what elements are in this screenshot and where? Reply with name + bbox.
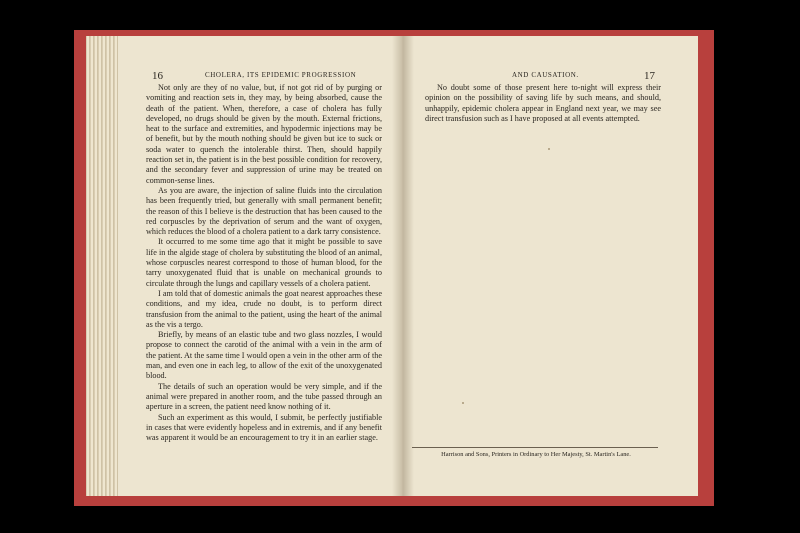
paragraph: As you are aware, the injection of saline fluids into the circulation has been frequently tried, but generally with small permanent benefit; the reason of this I believe is the destruction that has been caused to the red corpuscles by the deprivation of serum and the want of oxygen, which reduces the blood of a cholera patient to a dark tarry consistence. (146, 185, 382, 237)
right-page-number: 17 (644, 70, 655, 82)
paragraph: I am told that of domestic animals the goat nearest approaches these conditions, and my idea, crude no doubt, is to perform direct transfusion from the animal to the patient, using the heart of the animal as the vis a tergo. (146, 288, 382, 329)
paragraph: Briefly, by means of an elastic tube and two glass nozzles, I would propose to connect the carotid of the animal with a vein in the arm of the patient. At the same time I would open a vein in the other arm of the man, and even one in each leg, to allow of the exit of the unoxygenated blood. (146, 330, 382, 381)
paragraph: Such an experiment as this would, I submit, be perfectly justifiable in cases that were evidently hopeless and in extremis, and if any benefit was apparent it would be an encouragement to try it in an earlier stage. (146, 412, 382, 443)
right-running-head: AND CAUSATION. (512, 71, 579, 79)
paragraph: No doubt some of those present here to-night will express their opinion on the possibility of saving life by such means, and should, unhappily, epidemic cholera appear in England next year, we may see direct transfusion such as I have proposed at all events attempted. (425, 83, 661, 123)
paragraph: Not only are they of no value, but, if not got rid of by purging or vomiting and reaction sets in, they may, by being absorbed, cause the death of the patient. When, therefore, a case of cholera has fully developed, no drugs should be given by the mouth. External frictions, heat to the surface and extremities, and hypodermic injections may be of benefit, but by the mouth nothing should be given but ice to suck or soda water to quench the intolerable thirst. Then, should happily reaction set in, the patient is in the best possible condition for recovery, and the secondary fever and suppression of urine may be treated on common-sense lines. (146, 83, 382, 185)
footer-rule (412, 447, 658, 448)
printer-imprint: Harrison and Sons, Printers in Ordinary to Her Majesty, St. Martin's Lane. (441, 451, 631, 458)
book-gutter (392, 36, 414, 496)
paper-speck (548, 148, 550, 150)
page-edges (86, 36, 118, 496)
paper-speck (462, 402, 464, 404)
left-page-text (146, 83, 382, 443)
paragraph: The details of such an operation would be very simple, and if the animal were prepared in another room, and the tube passed through an aperture in a screen, the patient need know nothing of it. (146, 381, 382, 412)
paragraph: It occurred to me some time ago that it might be possible to save life in the algide stage of cholera by substituting the blood of an animal, whose corpuscles nearest correspond to those of human blood, for the tarry unoxygenated fluid that is unable on mechanical grounds to circulate through the lungs and capillary vessels of a cholera patient. (146, 237, 382, 288)
right-page-text (425, 83, 661, 124)
left-page-number: 16 (152, 70, 163, 82)
left-running-head: CHOLERA, ITS EPIDEMIC PROGRESSION (205, 71, 357, 79)
